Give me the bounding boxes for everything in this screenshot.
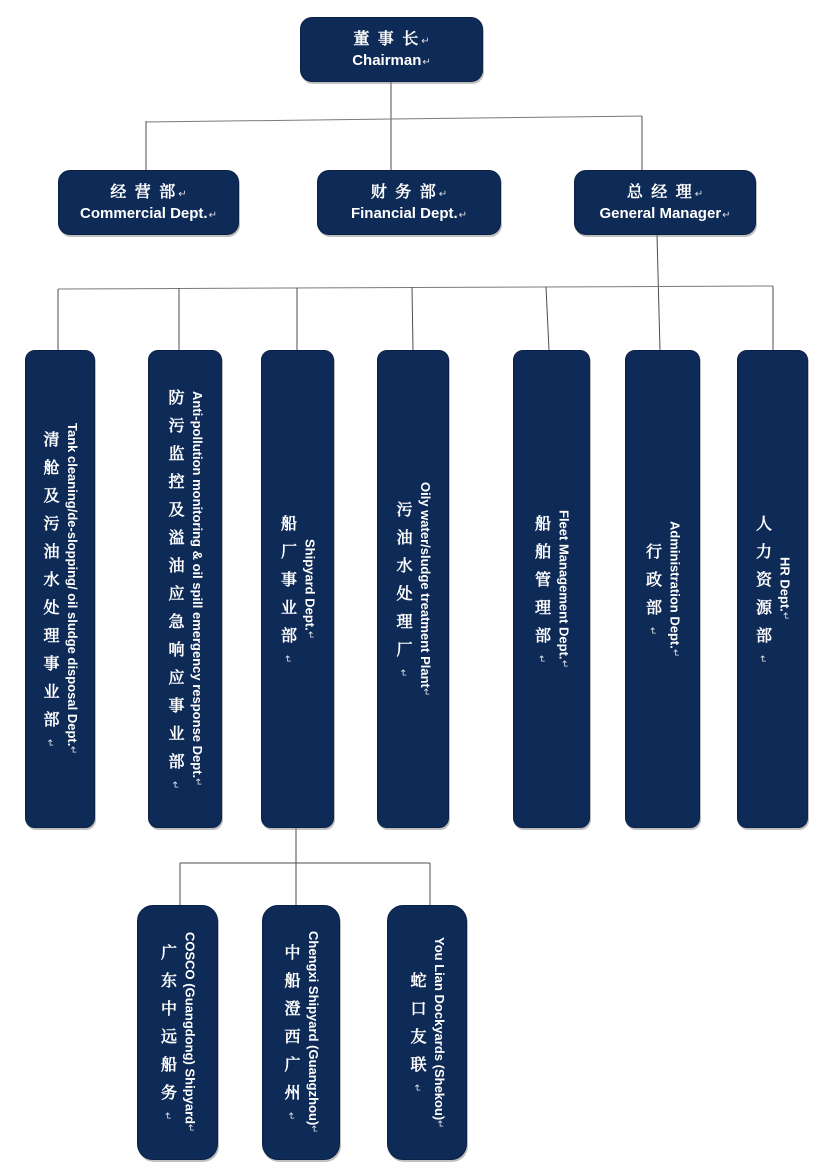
shipyard-box-you-lian-shekou bbox=[387, 905, 467, 1160]
dept-label: Administration Dept.↵ 行政部↵ bbox=[643, 520, 683, 658]
return-mark-icon: ↵ bbox=[304, 630, 316, 640]
commercial-label-en: Commercial Dept.↵ bbox=[80, 204, 217, 222]
return-mark-icon: ↵ bbox=[779, 612, 791, 621]
shipyard-box-cosco-guangdong bbox=[137, 905, 218, 1160]
commercial-label-zh: 经 营 部↵ bbox=[110, 183, 187, 201]
return-mark-icon: ↵ bbox=[694, 188, 704, 200]
financial-label-en: Financial Dept.↵ bbox=[350, 204, 468, 222]
return-mark-icon: ↵ bbox=[184, 1124, 196, 1133]
dept-label: Fleet Management Dept.↵ 船舶管理部↵ bbox=[532, 510, 572, 668]
return-mark-icon: ↵ bbox=[284, 1112, 296, 1121]
dept-box-hr bbox=[737, 350, 808, 828]
return-mark-icon: ↵ bbox=[420, 687, 432, 697]
return-mark-icon: ↵ bbox=[192, 778, 204, 787]
dept-box-fleet-management bbox=[513, 350, 590, 828]
org-node-general-manager bbox=[574, 170, 756, 235]
return-mark-icon: ↵ bbox=[438, 188, 448, 200]
dept-label: HR Dept.↵ 人力资源部↵ bbox=[753, 514, 793, 664]
dept-box-oily-water-plant bbox=[377, 350, 449, 828]
org-node-chairman bbox=[300, 17, 483, 82]
dept-label: Shipyard Dept.↵ 船厂事业部↵ bbox=[278, 514, 318, 664]
shipyard-label: You Lian Dockyards (Shekou)↵ 蛇口友联↵ bbox=[407, 936, 448, 1129]
financial-label-zh: 财 务 部↵ bbox=[370, 183, 448, 201]
return-mark-icon: ↵ bbox=[422, 56, 431, 68]
dept-box-anti-pollution bbox=[148, 350, 222, 828]
shipyard-label: Chengxi Shipyard (Guangzhou)↵ 中船澄西广州↵ bbox=[281, 931, 322, 1134]
return-mark-icon: ↵ bbox=[669, 648, 681, 658]
return-mark-icon: ↵ bbox=[558, 659, 570, 668]
dept-box-tank-cleaning bbox=[25, 350, 95, 828]
general-manager-label-zh: 总 经 理↵ bbox=[626, 183, 704, 201]
org-node-financial-dept bbox=[317, 170, 501, 235]
shipyard-label: COSCO (Guangdong) Shipyard↵ 广东中远船务↵ bbox=[158, 932, 198, 1133]
org-node-commercial-dept bbox=[58, 170, 239, 235]
return-mark-icon: ↵ bbox=[434, 1119, 446, 1129]
return-mark-icon: ↵ bbox=[646, 626, 658, 636]
return-mark-icon: ↵ bbox=[43, 738, 55, 748]
dept-label: Tank cleaning/de-slopping/ oil sludge disposal Dept.↵ 清舱及污油水处理事业部↵ bbox=[40, 423, 81, 755]
return-mark-icon: ↵ bbox=[535, 654, 547, 664]
chairman-label-zh: 董 事 长↵ bbox=[353, 30, 430, 48]
dept-box-shipyard bbox=[261, 350, 334, 828]
return-mark-icon: ↵ bbox=[410, 1084, 422, 1093]
return-mark-icon: ↵ bbox=[756, 654, 768, 664]
dept-label: Oily water/sludge treatment Plant↵ 污油水处理厂↵ bbox=[393, 481, 434, 697]
return-mark-icon: ↵ bbox=[178, 188, 187, 200]
return-mark-icon: ↵ bbox=[396, 668, 408, 678]
chairman-label-en: Chairman↵ bbox=[352, 51, 431, 69]
return-mark-icon: ↵ bbox=[421, 35, 430, 47]
return-mark-icon: ↵ bbox=[168, 780, 180, 790]
general-manager-label-en: General Manager↵ bbox=[599, 204, 731, 222]
return-mark-icon: ↵ bbox=[67, 746, 79, 755]
return-mark-icon: ↵ bbox=[722, 209, 731, 221]
dept-box-administration bbox=[625, 350, 700, 828]
return-mark-icon: ↵ bbox=[208, 209, 217, 221]
return-mark-icon: ↵ bbox=[281, 654, 293, 664]
return-mark-icon: ↵ bbox=[308, 1125, 320, 1134]
return-mark-icon: ↵ bbox=[458, 209, 468, 221]
dept-label: Anti-pollution monitoring & oil spill emergency response Dept.↵ 防污监控及溢油应急响应事业部↵ bbox=[165, 388, 206, 790]
return-mark-icon: ↵ bbox=[161, 1112, 173, 1121]
shipyard-box-chengxi-guangzhou bbox=[262, 905, 340, 1160]
